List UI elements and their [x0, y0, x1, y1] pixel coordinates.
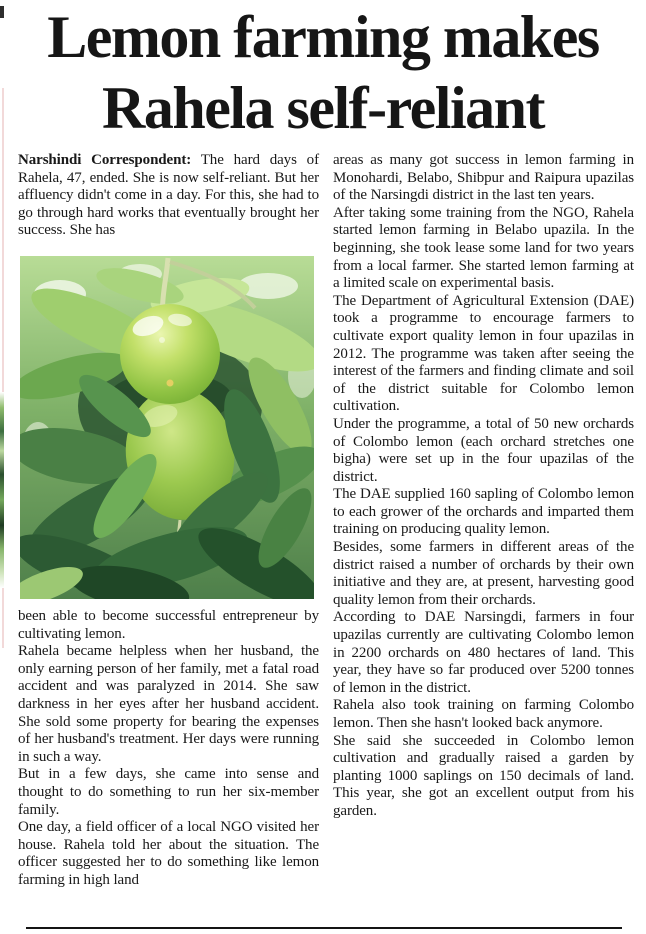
- article-body: [0, 144, 646, 889]
- body-paragraph: Under the programme, a total of 50 new orchards of Colombo lemon (each orchard stretches one bigha) were set up in the four upazilas of the district.: [333, 415, 634, 485]
- body-paragraph: According to DAE Narsingdi, farmers in four upazilas currently are cultivating Colombo lemon in 2200 orchards on 480 hectares of land. This year, they have so far produced over 5200 tonnes of lemon in the district.: [333, 609, 634, 696]
- body-paragraph: The DAE supplied 160 sapling of Colombo lemon to each grower of the orchards and imparted them training on producing quality lemon.: [333, 486, 634, 538]
- lead-text: The hard days of Rahela, 47, ended. She is now self-reliant. But her affluency didn't come in a day. For this, she had to go through hard works that eventually brought her success. She has: [18, 152, 319, 239]
- right-column: [333, 152, 634, 889]
- lead-paragraph: [18, 152, 319, 240]
- body-paragraph: areas as many got success in lemon farming in Monohardi, Belabo, Shibpur and Raipura upazilas of the Narsingdi district in the last ten years.: [333, 152, 634, 204]
- byline: Narshindi Correspondent:: [18, 152, 192, 168]
- body-paragraph: The Department of Agricultural Extension (DAE) took a programme to encourage farmers to cultivate export quality lemon in four upazilas in 2012. The programme was taken after seeing the interest of the farmers and finding climate and soil of the district suitable for Colombo lemon cultivation.: [333, 292, 634, 415]
- body-paragraph: She said she succeeded in Colombo lemon cultivation and gradually raised a garden by planting 1000 saplings on 150 decimals of land. This year, she got an excellent output from his garden.: [333, 732, 634, 819]
- body-paragraph: Rahela also took training on farming Colombo lemon. Then she hasn't looked back anymore.: [333, 697, 634, 731]
- lemon-photo-svg: [20, 256, 314, 599]
- body-paragraph: been able to become successful entrepreneur by cultivating lemon.: [18, 607, 319, 642]
- body-paragraph: After taking some training from the NGO, Rahela started lemon farming in Belabo upazila. In the beginning, she took lease some land for two years from a local farmer. She started lemon farming at a limited scale on experimental basis.: [333, 204, 634, 292]
- lemon-photo: [20, 256, 314, 599]
- left-column: [18, 152, 319, 889]
- scan-edge-photo-sliver: [0, 392, 4, 588]
- body-paragraph: One day, a field officer of a local NGO visited her house. Rahela told her about the situation. The officer suggested her to do something like lemon farming in high land: [18, 819, 319, 888]
- headline-line-1: Lemon farming makes: [47, 4, 599, 70]
- body-paragraph: Rahela became helpless when her husband, the only earning person of her family, met a fatal road accident and was paralyzed in 2014. She saw darkness in her eyes after her husband accident. She sold some property for bearing the expenses of her husband's treatment. Her days were running in such a way.: [18, 643, 319, 765]
- article-headline: [0, 0, 646, 144]
- bottom-divider: [26, 927, 622, 929]
- body-paragraph: But in a few days, she came into sense and thought to do something to run her six-member family.: [18, 766, 319, 818]
- body-paragraph: Besides, some farmers in different areas of the district raised a number of orchards by their own initiative and they are, at present, harvesting good quality lemon from their orchards.: [333, 539, 634, 608]
- headline-line-2: Rahela self-reliant: [102, 75, 544, 141]
- scan-corner-mark: [0, 6, 4, 18]
